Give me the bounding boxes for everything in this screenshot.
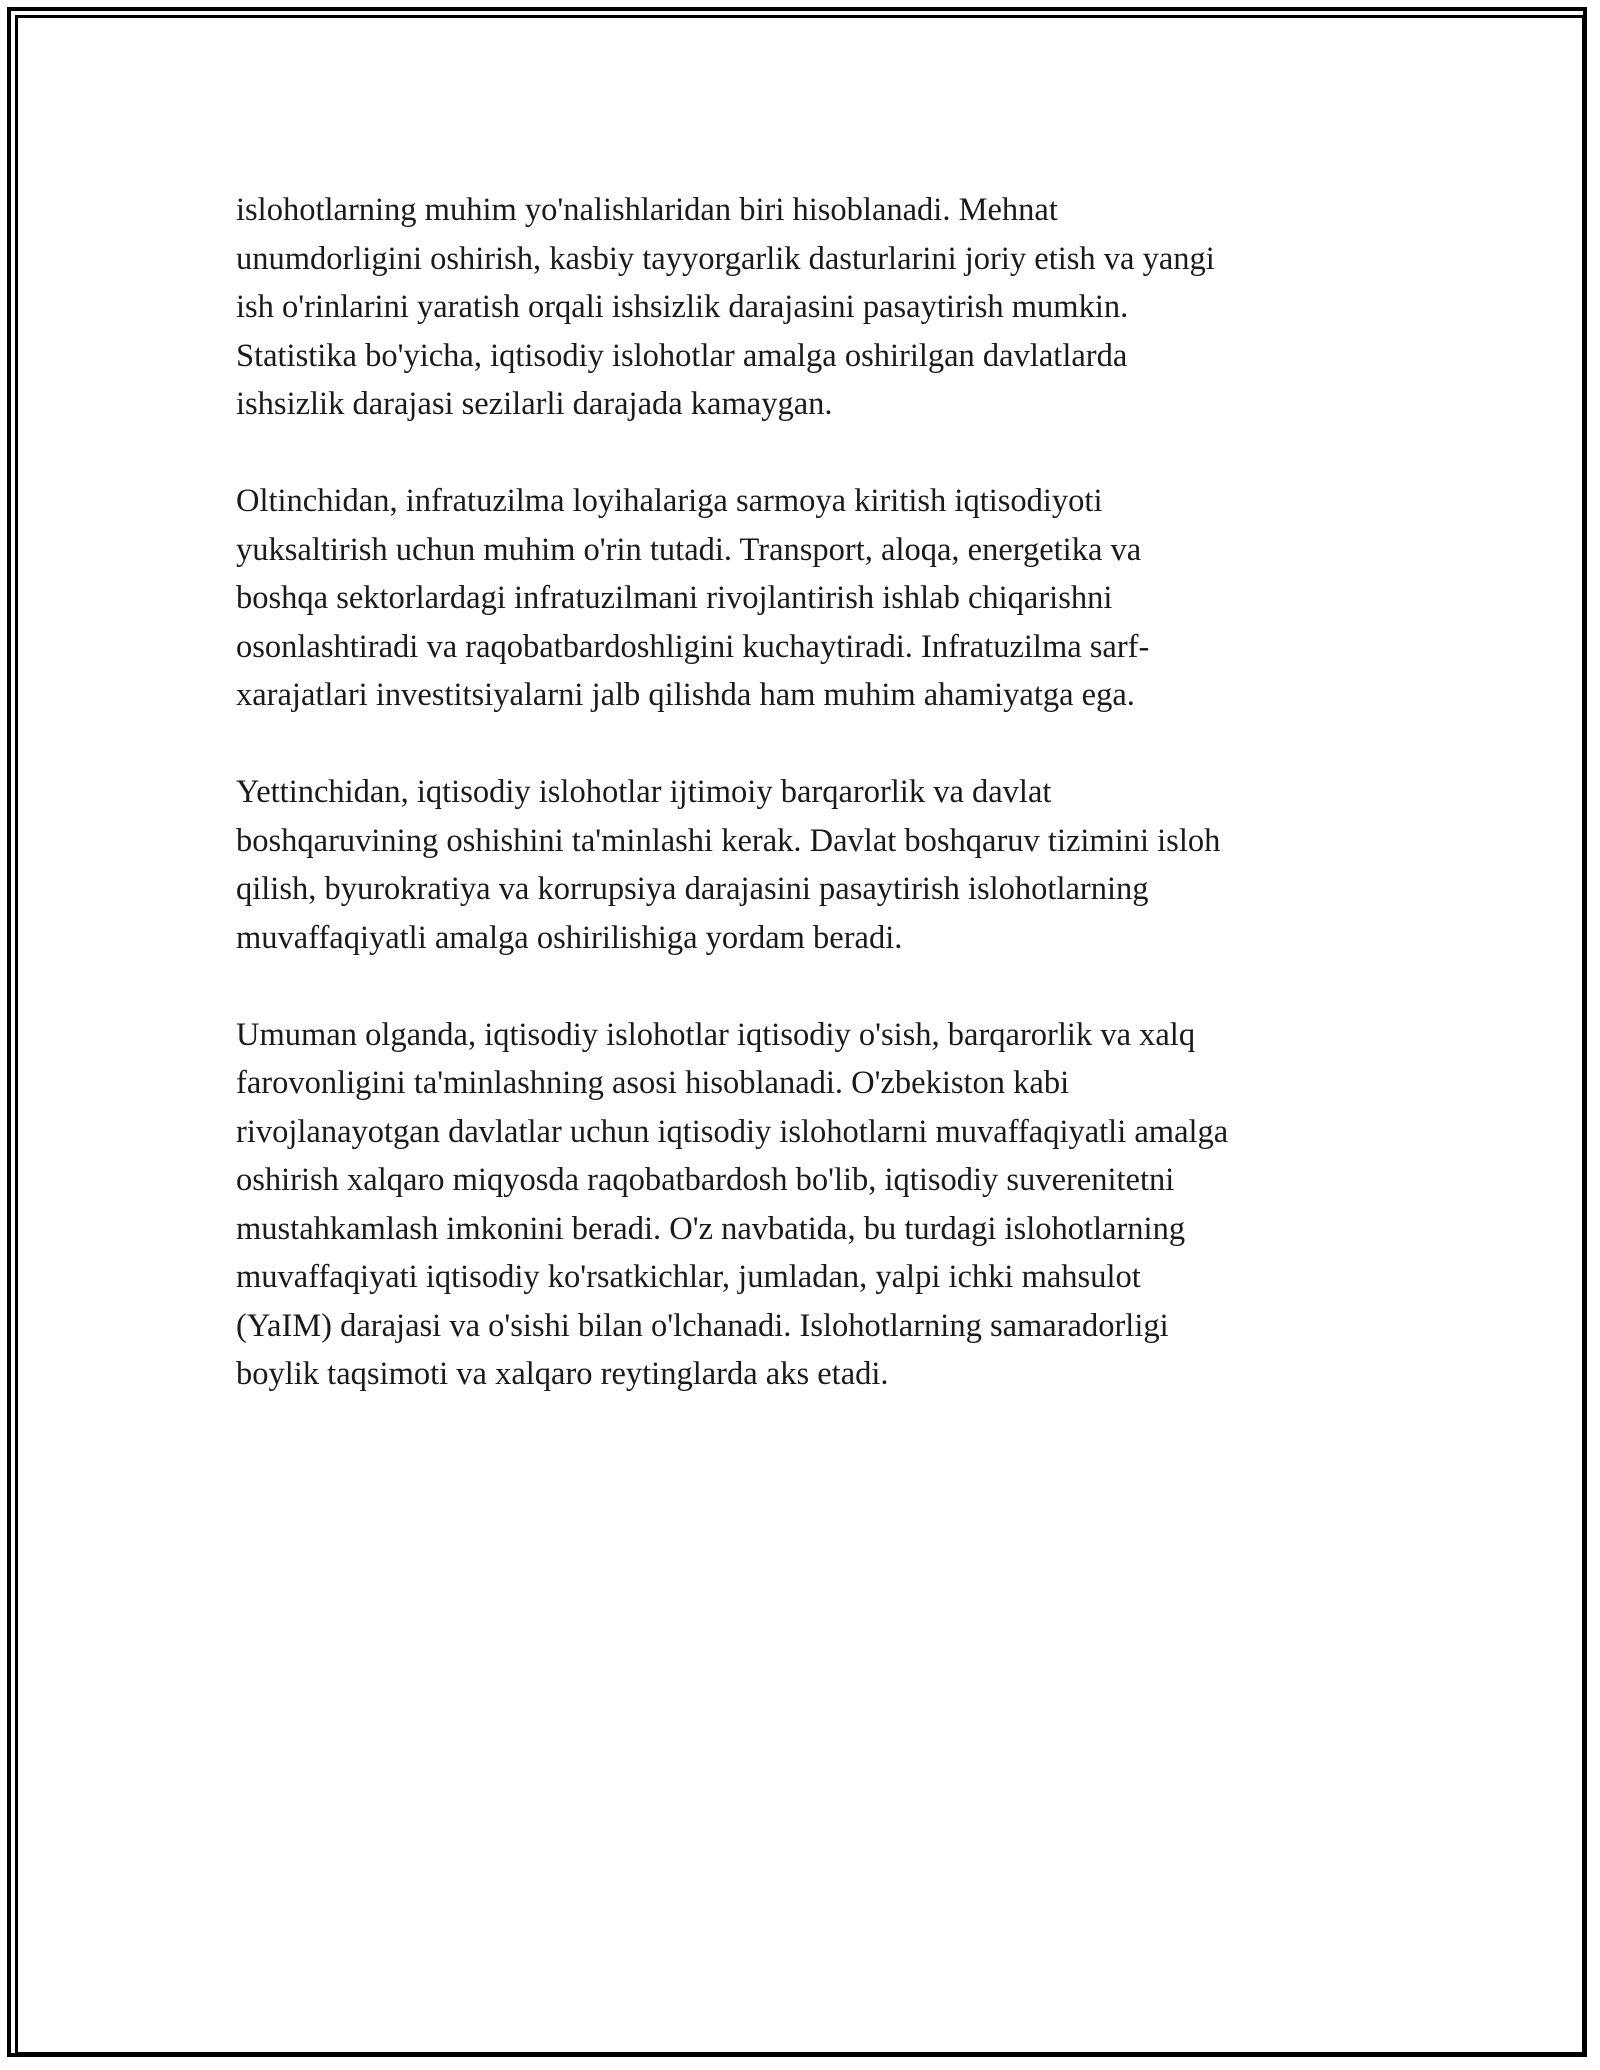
text-line: Oltinchidan, infratuzilma loyihalariga sarmoya kiritish iqtisodiyoti: [236, 483, 1103, 519]
text-line: boshqaruvining oshishini ta'minlashi kerak. Davlat boshqaruv tizimini isloh: [236, 822, 1221, 859]
paragraph-4: [236, 1011, 1366, 1399]
text-line: qilish, byurokratiya va korrupsiya darajasini pasaytirish islohotlarning: [236, 871, 1149, 907]
paragraph-1: [236, 186, 1366, 429]
text-line: farovonligini ta'minlashning asosi hisoblanadi. O'zbekiston kabi: [236, 1065, 1070, 1101]
document-body: [236, 186, 1366, 1447]
paragraph-3: [236, 768, 1366, 962]
text-line: rivojlanayotgan davlatlar uchun iqtisodiy islohotlarni muvaffaqiyatli amalga: [236, 1113, 1229, 1150]
text-line: muvaffaqiyati iqtisodiy ko'rsatkichlar, jumladan, yalpi ichki mahsulot: [236, 1259, 1141, 1295]
text-line: xarajatlari investitsiyalarni jalb qilishda ham muhim ahamiyatga ega.: [236, 677, 1135, 713]
text-line: oshirish xalqaro miqyosda raqobatbardosh bo'lib, iqtisodiy suverenitetni: [236, 1162, 1175, 1198]
text-line: osonlashtiradi va raqobatbardoshligini kuchaytiradi. Infratuzilma sarf-: [236, 628, 1150, 665]
text-line: mustahkamlash imkonini beradi. O'z navbatida, bu turdagi islohotlarning: [236, 1210, 1186, 1247]
text-line: boylik taqsimoti va xalqaro reytinglarda aks etadi.: [236, 1356, 889, 1392]
text-line: ishsizlik darajasi sezilarli darajada kamaygan.: [236, 386, 833, 422]
paragraph-2: [236, 477, 1366, 720]
text-line: islohotlarning muhim yo'nalishlaridan biri hisoblanadi. Mehnat: [236, 192, 1058, 228]
text-line: yuksaltirish uchun muhim o'rin tutadi. Transport, aloqa, energetika va: [236, 531, 1142, 568]
text-line: muvaffaqiyatli amalga oshirilishiga yordam beradi.: [236, 919, 903, 956]
text-line: unumdorligini oshirish, kasbiy tayyorgarlik dasturlarini joriy etish va yangi: [236, 240, 1215, 277]
text-line: (YaIM) darajasi va o'sishi bilan o'lchanadi. Islohotlarning samaradorligi: [236, 1307, 1169, 1344]
text-line: Statistika bo'yicha, iqtisodiy islohotlar amalga oshirilgan davlatlarda: [236, 337, 1128, 374]
text-line: Umuman olganda, iqtisodiy islohotlar iqtisodiy o'sish, barqarorlik va xalq: [236, 1016, 1196, 1053]
text-line: ish o'rinlarini yaratish orqali ishsizlik darajasini pasaytirish mumkin.: [236, 289, 1129, 325]
text-line: boshqa sektorlardagi infratuzilmani rivojlantirish ishlab chiqarishni: [236, 580, 1113, 616]
text-line: Yettinchidan, iqtisodiy islohotlar ijtimoiy barqarorlik va davlat: [236, 774, 1052, 810]
